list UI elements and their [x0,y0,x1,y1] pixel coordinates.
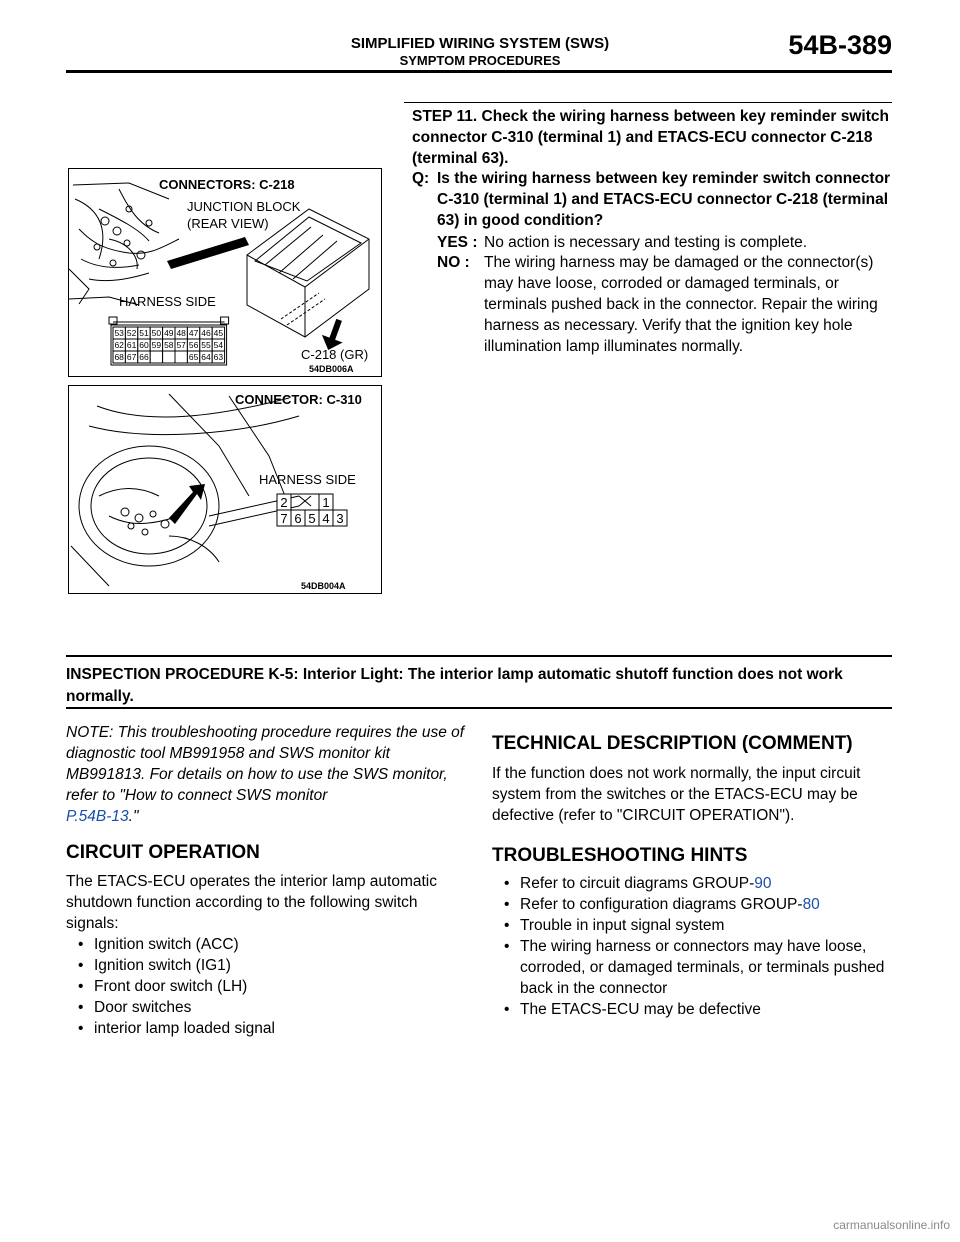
c310-pin-grid [277,494,347,526]
pin-label: 63 [213,352,224,362]
technical-heading: TECHNICAL DESCRIPTION (COMMENT) [492,733,853,754]
note-text: NOTE: This troubleshooting procedure requires the use of diagnostic tool MB991958 and SWS monitor kit MB991813. For details on how to use the SWS monitor, refer to "How to connect SWS monitor [66,724,465,804]
circuit-operation [66,842,462,1039]
pin-cell [163,351,175,363]
pin-label: 61 [126,340,137,350]
steering-sketch [71,394,302,586]
pin-label: 67 [126,352,137,362]
page-number: 54B-389 [788,30,892,60]
circuit-list [66,934,462,1039]
footer-watermark: carmanualsonline.info [833,1218,950,1232]
pin-label: 3 [336,511,344,526]
figure2-label-harness: HARNESS SIDE [259,472,356,487]
blank-cavity-mark [291,494,319,506]
no-label: NO : [437,254,470,271]
pin-cell [175,351,187,363]
list-item [492,894,892,915]
troubleshooting-hints [492,845,892,1020]
latch-tab [221,317,229,324]
figure2-drawing [69,386,381,593]
pin-label: 55 [201,340,211,350]
group-90-link[interactable]: 90 [754,875,772,892]
hints-list [492,873,892,1020]
section-subtitle: SYMPTOM PROCEDURES [399,53,561,68]
pin-label: 65 [188,352,199,362]
yes-text: No action is necessary and testing is complete. [484,234,808,251]
header-rule [66,70,892,73]
note-tail: ." [128,808,139,825]
circuit-text: The ETACS-ECU operates the interior lamp automatic shutdown function according to the following switch signals: [66,873,438,932]
yes-label: YES : [437,234,478,251]
figure1-title: CONNECTORS: C-218 [159,177,295,192]
figure1-label-connector: C-218 (GR) [301,347,369,362]
pin-label: 48 [176,328,186,338]
pin-label: 62 [114,340,124,350]
pointer-arrow [167,237,249,269]
list-item: • interior lamp loaded signal [66,1018,462,1039]
figure-connector-c310 [68,385,382,594]
figure2-title: CONNECTOR: C-310 [235,392,362,407]
figure-connector-c218 [68,168,382,377]
list-item: • Ignition switch (IG1) [66,955,462,976]
pin-cell [150,351,162,363]
no-text: The wiring harness may be damaged or the connector(s) may have loose, corroded or damaged terminals, or terminals pushed back in the connector. Repair the wiring harness as necessary. Verify that the ignition key hole illumination lamp illuminates normally. [484,254,878,355]
list-item: • Front door switch (LH) [66,976,462,997]
pin-label: 58 [164,340,174,350]
pin-label: 47 [188,328,199,338]
step-question [412,168,892,231]
pin-label: 60 [139,340,149,350]
step-title: STEP 11. Check the wiring harness between key reminder switch connector C-310 (terminal 1) and ETACS-ECU connector C-218 (terminal 63). [412,108,889,167]
pin-label: 4 [322,511,330,526]
figure1-code: 54DB006A [309,364,354,374]
pin-label: 59 [151,340,162,350]
pin-label: 45 [213,328,224,338]
pin-label: 5 [308,511,316,526]
pin-label: 7 [280,511,288,526]
latch-tab [109,317,117,324]
harness-sketch [69,183,179,305]
question-text: Is the wiring harness between key reminder switch connector C-310 (terminal 1) and ETACS-ECU connector C-218 (terminal 63) in good condition? [437,170,891,229]
pin-label: 49 [164,328,174,338]
pin-label: 1 [322,495,330,510]
note-block [66,722,466,827]
list-item: • Trouble in input signal system [492,915,892,936]
technical-description [492,733,892,826]
list-item: • Ignition switch (ACC) [66,934,462,955]
technical-text: If the function does not work normally, the input circuit system from the switches or the ETACS-ECU may be defective (refer to "CIRCUIT OPERATION"). [492,765,861,824]
hint-text: Refer to circuit diagrams GROUP- [520,875,755,892]
pin-label: 46 [201,328,211,338]
pointer-arrow [169,484,205,524]
pin-label: 56 [188,340,199,350]
pin-label: 52 [126,328,137,338]
figure1-label-harness: HARNESS SIDE [119,294,216,309]
pin-label: 66 [139,352,149,362]
hint-text: Refer to configuration diagrams GROUP- [520,896,803,913]
hints-heading: TROUBLESHOOTING HINTS [492,845,748,866]
c218-pin-grid [109,317,229,365]
circuit-heading: CIRCUIT OPERATION [66,842,260,863]
pin-label: 51 [139,328,149,338]
figure1-label-rear: (REAR VIEW) [187,216,269,231]
group-80-link[interactable]: 80 [802,896,820,913]
step-rule [404,102,892,103]
figure1-drawing [69,169,381,376]
list-item: • The ETACS-ECU may be defective [492,999,892,1020]
pin-label: 6 [294,511,302,526]
question-label: Q: [412,170,430,187]
pin-label: 53 [114,328,124,338]
pin-label: 54 [213,340,224,350]
list-item: • Door switches [66,997,462,1018]
inspection-rule-top [66,655,892,657]
figure1-label-junction: JUNCTION BLOCK [187,199,301,214]
figure2-code: 54DB004A [301,581,346,591]
inspection-rule-bottom [66,707,892,709]
pin-label: 50 [151,328,162,338]
pin-label: 57 [176,340,186,350]
section-title: SIMPLIFIED WIRING SYSTEM (SWS) [350,35,610,52]
pin-label: 64 [201,352,211,362]
note-link[interactable]: P.54B-13 [66,808,129,825]
pin-label: 68 [114,352,124,362]
pin-label: 2 [280,495,288,510]
answer-no [437,252,892,357]
list-item [492,873,892,894]
answer-yes [437,232,897,253]
list-item: • The wiring harness or connectors may have loose, corroded, or damaged terminals, or terminals pushed back in the connector [492,936,892,999]
inspection-title: INSPECTION PROCEDURE K-5: Interior Light: The interior lamp automatic shutoff function does not work normally. [66,666,843,705]
